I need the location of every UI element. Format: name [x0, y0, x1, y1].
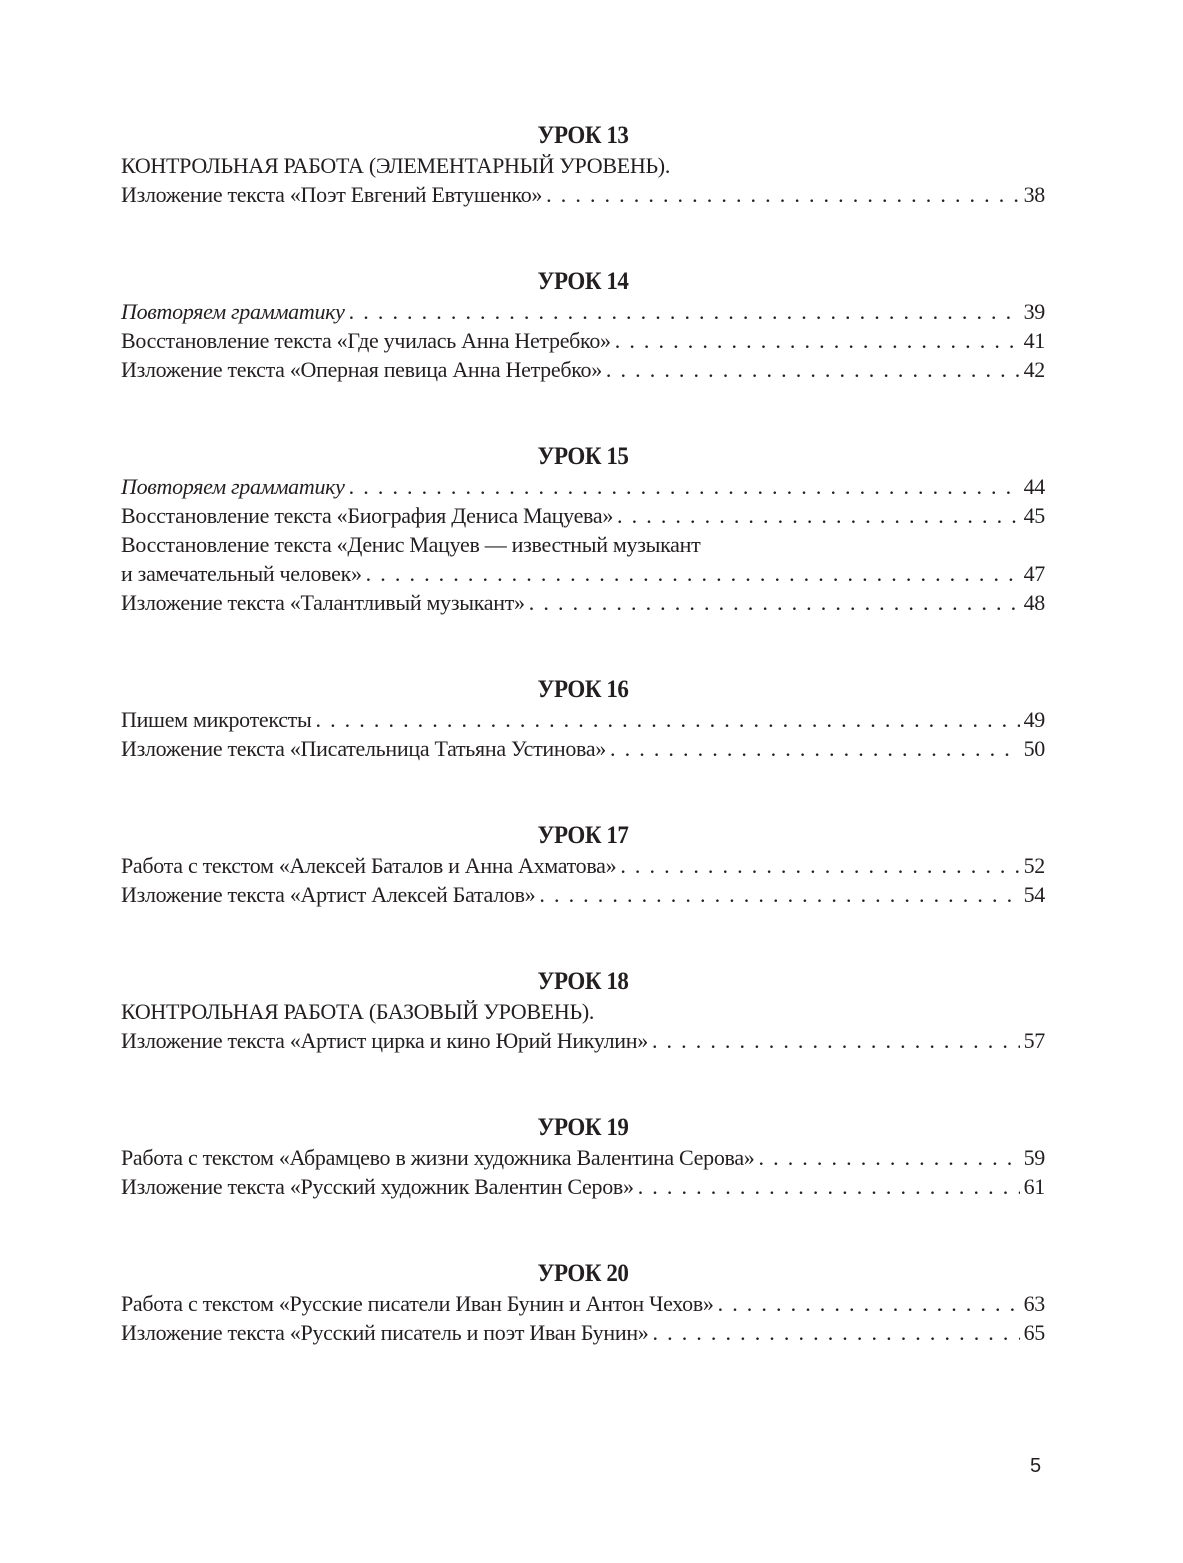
toc-entry-page-number: 41 [1023, 328, 1045, 353]
dot-leader [349, 297, 1020, 326]
lesson-title: УРОК 13 [537, 122, 629, 149]
toc-entry-page-number: 52 [1023, 853, 1045, 878]
toc-entry-title: Восстановление текста «Биография Дениса Мацуева» [121, 503, 614, 528]
toc-entry-title: КОНТРОЛЬНАЯ РАБОТА (БАЗОВЫЙ УРОВЕНЬ). [121, 999, 595, 1024]
toc-entry[interactable] [121, 851, 1045, 880]
lesson-section [121, 121, 1045, 209]
dot-leader [718, 1289, 1020, 1318]
toc-entry-title: Изложение текста «Оперная певица Анна Нетребко» [121, 357, 602, 382]
toc-entry[interactable] [121, 705, 1045, 734]
toc-entry-title: Изложение текста «Артист Алексей Баталов» [121, 882, 536, 907]
toc-entry[interactable] [121, 588, 1045, 617]
dot-leader [315, 705, 1019, 734]
toc-entry[interactable] [121, 997, 1045, 1026]
lesson-section [121, 675, 1045, 763]
dot-leader [638, 1172, 1020, 1201]
toc-entry-page-number: 44 [1023, 474, 1045, 499]
section-spacer [121, 1201, 1045, 1259]
dot-leader [349, 472, 1020, 501]
toc-entry-page-number: 49 [1023, 707, 1045, 732]
toc-entry-title: и замечательный человек» [121, 561, 362, 586]
toc-entry-page-number: 54 [1023, 882, 1045, 907]
toc-entry-page-number: 63 [1023, 1291, 1045, 1316]
toc-entry[interactable] [121, 559, 1045, 588]
toc-entry[interactable] [121, 734, 1045, 763]
toc-entry-title: Изложение текста «Писательница Татьяна Устинова» [121, 736, 607, 761]
toc-entry-title: Работа с текстом «Абрамцево в жизни художника Валентина Серова» [121, 1145, 755, 1170]
toc-entry[interactable] [121, 880, 1045, 909]
toc-entry[interactable] [121, 355, 1045, 384]
toc-entry[interactable] [121, 151, 1045, 180]
toc-entry[interactable] [121, 1143, 1045, 1172]
dot-leader [617, 501, 1020, 530]
toc-entry-title: Изложение текста «Талантливый музыкант» [121, 590, 525, 615]
toc-entry[interactable] [121, 1026, 1045, 1055]
toc-entry-page-number: 42 [1023, 357, 1045, 382]
toc-entry[interactable] [121, 326, 1045, 355]
dot-leader [546, 180, 1019, 209]
toc-entry-page-number: 48 [1023, 590, 1045, 615]
toc-entry-title: Восстановление текста «Денис Мацуев — известный музыкант [121, 532, 701, 557]
section-spacer [121, 209, 1045, 267]
toc-entry-title: Изложение текста «Поэт Евгений Евтушенко» [121, 182, 543, 207]
section-spacer [121, 1055, 1045, 1113]
toc-entry[interactable] [121, 1172, 1045, 1201]
lesson-title: УРОК 20 [537, 1260, 629, 1287]
toc-entry-title: Пишем микротексты [121, 707, 312, 732]
dot-leader [615, 326, 1020, 355]
section-spacer [121, 617, 1045, 675]
toc-entry[interactable] [121, 297, 1045, 326]
lesson-title: УРОК 18 [537, 968, 629, 995]
dot-leader [759, 1143, 1020, 1172]
lesson-section [121, 1259, 1045, 1347]
toc-entry[interactable] [121, 530, 1045, 559]
dot-leader [652, 1026, 1020, 1055]
toc-entry-page-number: 50 [1023, 736, 1045, 761]
toc-entry-title: Повторяем грамматику [121, 474, 345, 499]
toc-entry-page-number: 38 [1023, 182, 1045, 207]
toc-entry-page-number: 39 [1023, 299, 1045, 324]
lesson-section [121, 1113, 1045, 1201]
dot-leader [653, 1318, 1020, 1347]
toc-entry-title: Изложение текста «Русский художник Валентин Серов» [121, 1174, 634, 1199]
section-spacer [121, 763, 1045, 821]
toc-entry[interactable] [121, 501, 1045, 530]
lesson-title: УРОК 15 [537, 443, 629, 470]
section-spacer [121, 384, 1045, 442]
toc-entry-page-number: 65 [1023, 1320, 1045, 1345]
table-of-contents [121, 121, 1045, 1347]
toc-entry-title: Повторяем грамматику [121, 299, 345, 324]
lesson-title: УРОК 19 [537, 1114, 629, 1141]
toc-entry-title: Работа с текстом «Русские писатели Иван Бунин и Антон Чехов» [121, 1291, 714, 1316]
toc-entry-title: КОНТРОЛЬНАЯ РАБОТА (ЭЛЕМЕНТАРНЫЙ УРОВЕНЬ). [121, 153, 671, 178]
toc-entry-page-number: 61 [1023, 1174, 1045, 1199]
toc-entry[interactable] [121, 1289, 1045, 1318]
page-number: 5 [1030, 1455, 1042, 1477]
toc-entry-page-number: 57 [1023, 1028, 1045, 1053]
toc-entry-title: Восстановление текста «Где училась Анна Нетребко» [121, 328, 611, 353]
toc-entry-page-number: 45 [1023, 503, 1045, 528]
lesson-title: УРОК 14 [537, 268, 629, 295]
lesson-section [121, 442, 1045, 617]
toc-entry-page-number: 59 [1023, 1145, 1045, 1170]
dot-leader [539, 880, 1019, 909]
dot-leader [610, 734, 1020, 763]
dot-leader [529, 588, 1020, 617]
toc-entry[interactable] [121, 180, 1045, 209]
toc-entry-title: Изложение текста «Артист цирка и кино Юрий Никулин» [121, 1028, 648, 1053]
lesson-title: УРОК 16 [537, 676, 629, 703]
section-spacer [121, 909, 1045, 967]
lesson-section [121, 967, 1045, 1055]
lesson-section [121, 821, 1045, 909]
toc-entry[interactable] [121, 1318, 1045, 1347]
toc-entry-title: Работа с текстом «Алексей Баталов и Анна Ахматова» [121, 853, 617, 878]
lesson-title: УРОК 17 [537, 822, 629, 849]
dot-leader [606, 355, 1020, 384]
lesson-section [121, 267, 1045, 384]
dot-leader [366, 559, 1020, 588]
toc-entry-title: Изложение текста «Русский писатель и поэт Иван Бунин» [121, 1320, 649, 1345]
dot-leader [620, 851, 1019, 880]
toc-entry[interactable] [121, 472, 1045, 501]
toc-entry-page-number: 47 [1023, 561, 1045, 586]
